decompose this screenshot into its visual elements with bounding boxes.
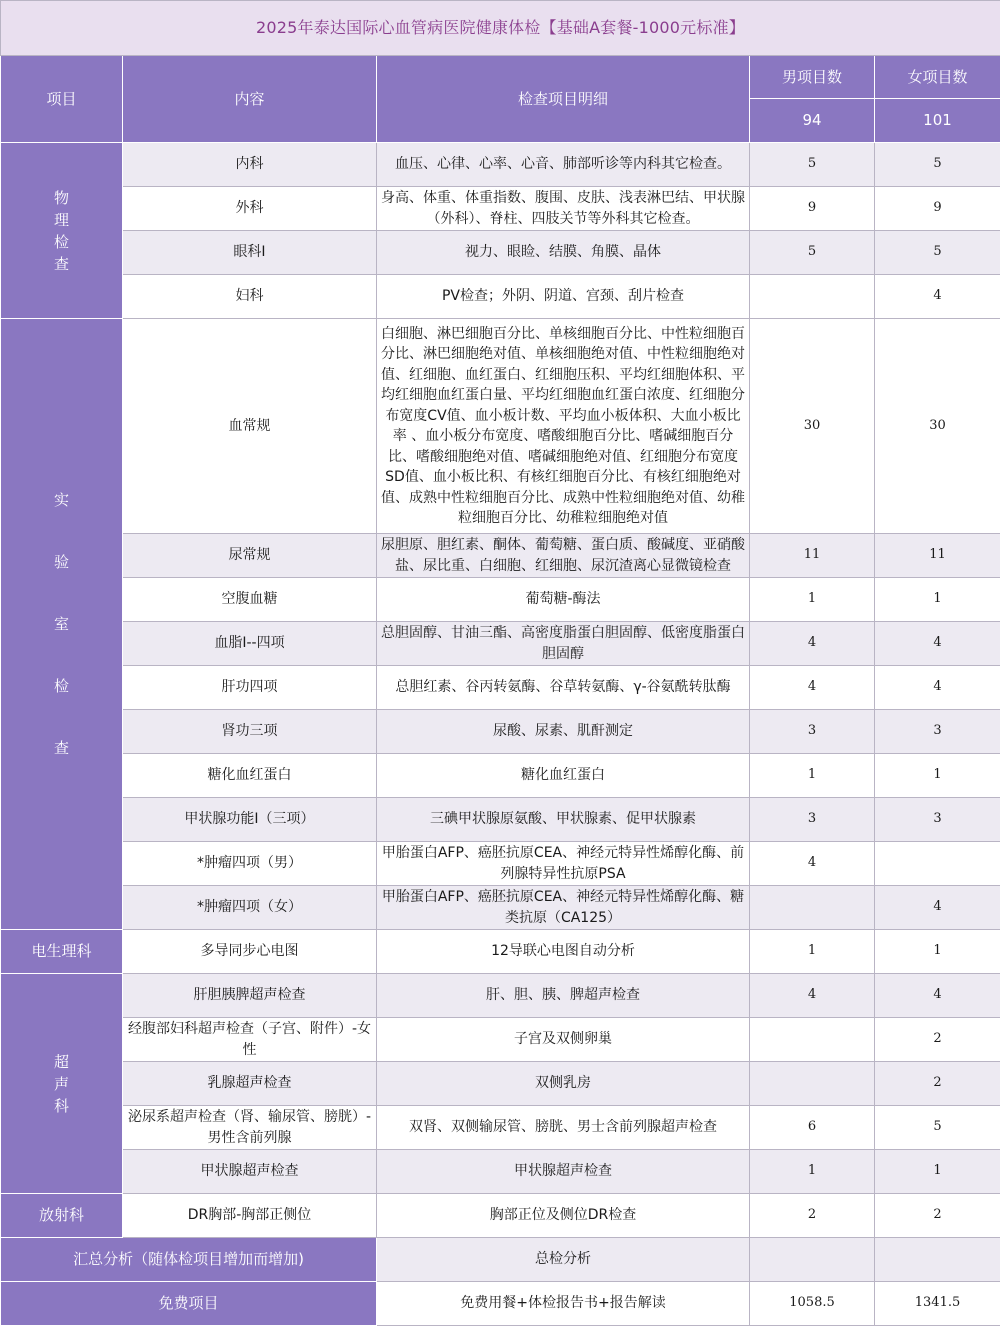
row-content: *肿瘤四项（女） bbox=[123, 886, 377, 930]
row-female-count: 3 bbox=[875, 710, 1000, 754]
row-content: 多导同步心电图 bbox=[123, 930, 377, 974]
row-detail: 糖化血红蛋白 bbox=[377, 754, 750, 798]
header-male-count: 男项目数 bbox=[750, 56, 875, 99]
row-male-count: 5 bbox=[750, 231, 875, 275]
male-total: 94 bbox=[750, 99, 875, 143]
row-female-count bbox=[875, 1238, 1000, 1282]
row-detail: 白细胞、淋巴细胞百分比、单核细胞百分比、中性粒细胞百分比、淋巴细胞绝对值、单核细胞绝对值、中性粒细胞绝对值、红细胞、血红蛋白、红细胞压积、平均红细胞体积、平均红细胞血红蛋白量、平均红细胞血红蛋白浓度、红细胞分布宽度CV值、血小板计数、平均血小板体积、大血小板比率 、血小板分布宽度、嗜酸细胞百分比、嗜碱细胞百分比、嗜酸细胞绝对值、嗜碱细胞绝对值、红细胞分布宽度SD值、血小板比积、有核红细胞百分比、有核红细胞绝对值、成熟中性粒细胞百分比、成熟中性粒细胞绝对值、幼稚粒细胞百分比、幼稚粒细胞绝对值 bbox=[377, 319, 750, 534]
row-content: 泌尿系超声检查（肾、输尿管、膀胱）-男性含前列腺 bbox=[123, 1106, 377, 1150]
header-detail: 检查项目明细 bbox=[377, 56, 750, 143]
row-detail: 三碘甲状腺原氨酸、甲状腺素、促甲状腺素 bbox=[377, 798, 750, 842]
row-detail: PV检查；外阴、阴道、宫颈、刮片检查 bbox=[377, 275, 750, 319]
row-content: 内科 bbox=[123, 143, 377, 187]
row-detail: 葡萄糖-酶法 bbox=[377, 578, 750, 622]
row-content: DR胸部-胸部正侧位 bbox=[123, 1194, 377, 1238]
row-female-count: 4 bbox=[875, 886, 1000, 930]
row-detail: 总胆红素、谷丙转氨酶、谷草转氨酶、γ-谷氨酰转肽酶 bbox=[377, 666, 750, 710]
row-male-count: 3 bbox=[750, 710, 875, 754]
row-female-count: 3 bbox=[875, 798, 1000, 842]
row-male-count: 1 bbox=[750, 754, 875, 798]
row-detail: 身高、体重、体重指数、腹围、皮肤、浅表淋巴结、甲状腺（外科）、脊柱、四肢关节等外科其它检查。 bbox=[377, 187, 750, 231]
row-female-count: 5 bbox=[875, 1106, 1000, 1150]
row-female-count bbox=[875, 842, 1000, 886]
free-female-price: 1341.5 bbox=[875, 1282, 1000, 1326]
row-female-count: 1 bbox=[875, 930, 1000, 974]
row-male-count: 5 bbox=[750, 143, 875, 187]
row-detail: 尿酸、尿素、肌酐测定 bbox=[377, 710, 750, 754]
row-female-count: 2 bbox=[875, 1194, 1000, 1238]
row-male-count: 11 bbox=[750, 534, 875, 578]
row-detail: 尿胆原、胆红素、酮体、葡萄糖、蛋白质、酸碱度、亚硝酸盐、尿比重、白细胞、红细胞、尿沉渣离心显微镜检查 bbox=[377, 534, 750, 578]
row-detail: 血压、心律、心率、心音、肺部听诊等内科其它检查。 bbox=[377, 143, 750, 187]
row-detail: 视力、眼睑、结膜、角膜、晶体 bbox=[377, 231, 750, 275]
row-male-count: 1 bbox=[750, 1150, 875, 1194]
row-content: 肝胆胰脾超声检查 bbox=[123, 974, 377, 1018]
row-male-count bbox=[750, 1062, 875, 1106]
row-male-count: 1 bbox=[750, 930, 875, 974]
row-female-count: 1 bbox=[875, 1150, 1000, 1194]
row-detail: 甲状腺超声检查 bbox=[377, 1150, 750, 1194]
row-female-count: 9 bbox=[875, 187, 1000, 231]
row-detail: 双侧乳房 bbox=[377, 1062, 750, 1106]
row-detail: 甲胎蛋白AFP、癌胚抗原CEA、神经元特异性烯醇化酶、糖类抗原（CA125） bbox=[377, 886, 750, 930]
row-detail: 12导联心电图自动分析 bbox=[377, 930, 750, 974]
header-content: 内容 bbox=[123, 56, 377, 143]
row-content: 经腹部妇科超声检查（子宫、附件）-女性 bbox=[123, 1018, 377, 1062]
row-content: 尿常规 bbox=[123, 534, 377, 578]
row-content: 甲状腺功能I（三项） bbox=[123, 798, 377, 842]
row-female-count: 4 bbox=[875, 275, 1000, 319]
row-male-count bbox=[750, 886, 875, 930]
row-female-count: 2 bbox=[875, 1062, 1000, 1106]
row-detail: 免费用餐+体检报告书+报告解读 bbox=[377, 1282, 750, 1326]
row-detail: 总检分析 bbox=[377, 1238, 750, 1282]
row-female-count: 4 bbox=[875, 666, 1000, 710]
row-detail: 甲胎蛋白AFP、癌胚抗原CEA、神经元特异性烯醇化酶、前列腺特异性抗原PSA bbox=[377, 842, 750, 886]
row-content: 眼科I bbox=[123, 231, 377, 275]
row-content: *肿瘤四项（男） bbox=[123, 842, 377, 886]
row-female-count: 30 bbox=[875, 319, 1000, 534]
female-total: 101 bbox=[875, 99, 1000, 143]
row-female-count: 4 bbox=[875, 974, 1000, 1018]
row-female-count: 2 bbox=[875, 1018, 1000, 1062]
category-summary: 汇总分析（随体检项目增加而增加) bbox=[1, 1238, 377, 1282]
row-content: 空腹血糖 bbox=[123, 578, 377, 622]
row-content: 血脂I--四项 bbox=[123, 622, 377, 666]
row-detail: 双肾、双侧输尿管、膀胱、男士含前列腺超声检查 bbox=[377, 1106, 750, 1150]
row-male-count: 4 bbox=[750, 842, 875, 886]
header-female-count: 女项目数 bbox=[875, 56, 1000, 99]
row-female-count: 5 bbox=[875, 231, 1000, 275]
category-free: 免费项目 bbox=[1, 1282, 377, 1326]
row-detail: 总胆固醇、甘油三酯、高密度脂蛋白胆固醇、低密度脂蛋白胆固醇 bbox=[377, 622, 750, 666]
category-physical: 物 理 检 查 bbox=[1, 143, 123, 319]
category-radiology: 放射科 bbox=[1, 1194, 123, 1238]
row-content: 肾功三项 bbox=[123, 710, 377, 754]
row-content: 外科 bbox=[123, 187, 377, 231]
row-male-count: 4 bbox=[750, 974, 875, 1018]
row-female-count: 11 bbox=[875, 534, 1000, 578]
row-female-count: 4 bbox=[875, 622, 1000, 666]
row-content: 肝功四项 bbox=[123, 666, 377, 710]
row-male-count: 4 bbox=[750, 666, 875, 710]
row-female-count: 1 bbox=[875, 754, 1000, 798]
row-male-count: 1 bbox=[750, 578, 875, 622]
row-content: 糖化血红蛋白 bbox=[123, 754, 377, 798]
row-male-count: 2 bbox=[750, 1194, 875, 1238]
row-detail: 肝、胆、胰、脾超声检查 bbox=[377, 974, 750, 1018]
free-male-price: 1058.5 bbox=[750, 1282, 875, 1326]
row-female-count: 5 bbox=[875, 143, 1000, 187]
header-item: 项目 bbox=[1, 56, 123, 143]
row-detail: 子宫及双侧卵巢 bbox=[377, 1018, 750, 1062]
category-ultrasound: 超 声 科 bbox=[1, 974, 123, 1194]
category-lab: 实 验 室 检 查 bbox=[1, 319, 123, 930]
row-male-count: 3 bbox=[750, 798, 875, 842]
page-title: 2025年泰达国际心血管病医院健康体检【基础A套餐-1000元标准】 bbox=[1, 1, 1000, 56]
row-male-count: 4 bbox=[750, 622, 875, 666]
row-male-count bbox=[750, 1018, 875, 1062]
row-content: 妇科 bbox=[123, 275, 377, 319]
row-detail: 胸部正位及侧位DR检查 bbox=[377, 1194, 750, 1238]
row-content: 甲状腺超声检查 bbox=[123, 1150, 377, 1194]
row-female-count: 1 bbox=[875, 578, 1000, 622]
row-male-count bbox=[750, 1238, 875, 1282]
row-male-count: 6 bbox=[750, 1106, 875, 1150]
row-content: 血常规 bbox=[123, 319, 377, 534]
category-ecg: 电生理科 bbox=[1, 930, 123, 974]
row-male-count bbox=[750, 275, 875, 319]
row-male-count: 9 bbox=[750, 187, 875, 231]
row-male-count: 30 bbox=[750, 319, 875, 534]
row-content: 乳腺超声检查 bbox=[123, 1062, 377, 1106]
